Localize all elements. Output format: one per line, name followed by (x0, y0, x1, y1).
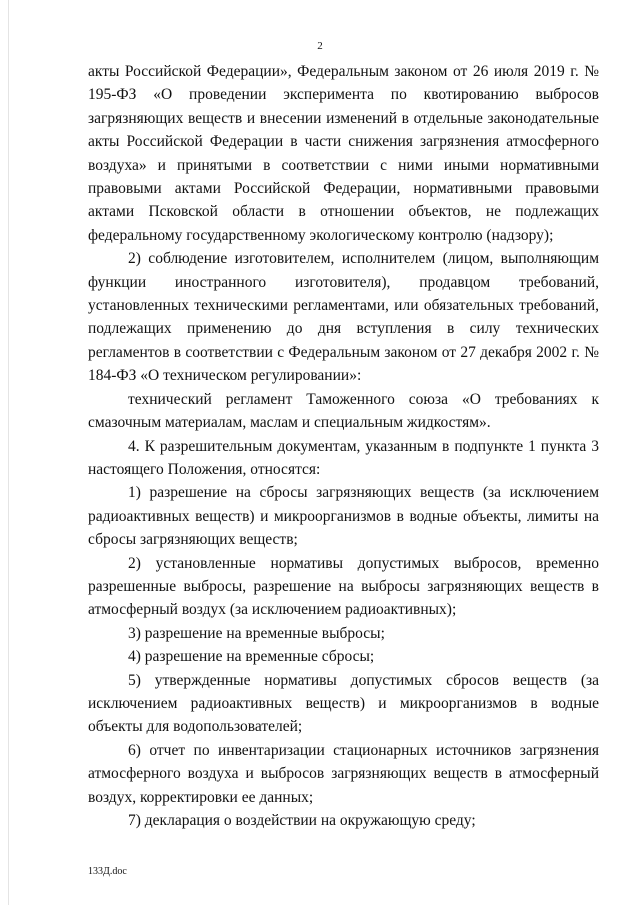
list-item-1: 1) разрешение на сбросы загрязняющих веществ (за исключением радиоактивных веществ) и микроорганизмов в водные объекты, лимиты на сбросы загрязняющих веществ; (88, 484, 599, 549)
document-body (88, 60, 599, 832)
paragraph-section-4: 4. К разрешительным документам, указанным в подпункте 1 пункта 3 настоящего Положения, относятся: (88, 437, 599, 478)
paragraph-item-2: 2) соблюдение изготовителем, исполнителем (лицом, выполняющим функции иностранного изготовителя), продавцом требований, установленных техническими регламентами, или обязательных требований, подлежащих применению до дня вступления в силу технических регламентов в соответствии с Федеральным законом от 27 декабря 2002 г. № 184-ФЗ «О техническом регулировании»: (88, 250, 599, 385)
list-item-3: 3) разрешение на временные выбросы; (128, 624, 385, 642)
footer-filename: 133Д.doc (88, 866, 127, 877)
scan-edge-line (8, 0, 9, 905)
list-item-6: 6) отчет по инвентаризации стационарных источников загрязнения атмосферного воздуха и выбросов загрязняющих веществ в атмосферный воздух, корректировки ее данных; (88, 741, 599, 806)
list-item-4: 4) разрешение на временные сбросы; (128, 648, 375, 666)
paragraph-continuation: акты Российской Федерации», Федеральным законом от 26 июля 2019 г. № 195-ФЗ «О проведении эксперимента по квотированию выбросов загрязняющих веществ и внесении изменений в отдельные законодательные акты Российской Федерации в части снижения загрязнения атмосферного воздуха» и принятыми в соответствии с ними иными нормативными правовыми актами Российской Федерации, нормативными правовыми актами Псковской области в отношении объектов, не подлежащих федеральному государственному экологическому контролю (надзору); (88, 63, 599, 244)
paragraph-tech-regulation: технический регламент Таможенного союза «О требованиях к смазочным материалам, маслам и специальным жидкостям». (88, 390, 599, 432)
list-item-7: 7) декларация о воздействии на окружающую среду; (128, 812, 476, 829)
page-number: 2 (317, 40, 323, 52)
list-item-5: 5) утвержденные нормативы допустимых сбросов веществ (за исключением радиоактивных веществ) и микроорганизмов в водные объекты для водопользователей; (88, 671, 599, 736)
list-item-2: 2) установленные нормативы допустимых выбросов, временно разрешенные выбросы, разрешение на выбросы загрязняющих веществ в атмосферный воздух (за исключением радиоактивных); (88, 554, 599, 619)
